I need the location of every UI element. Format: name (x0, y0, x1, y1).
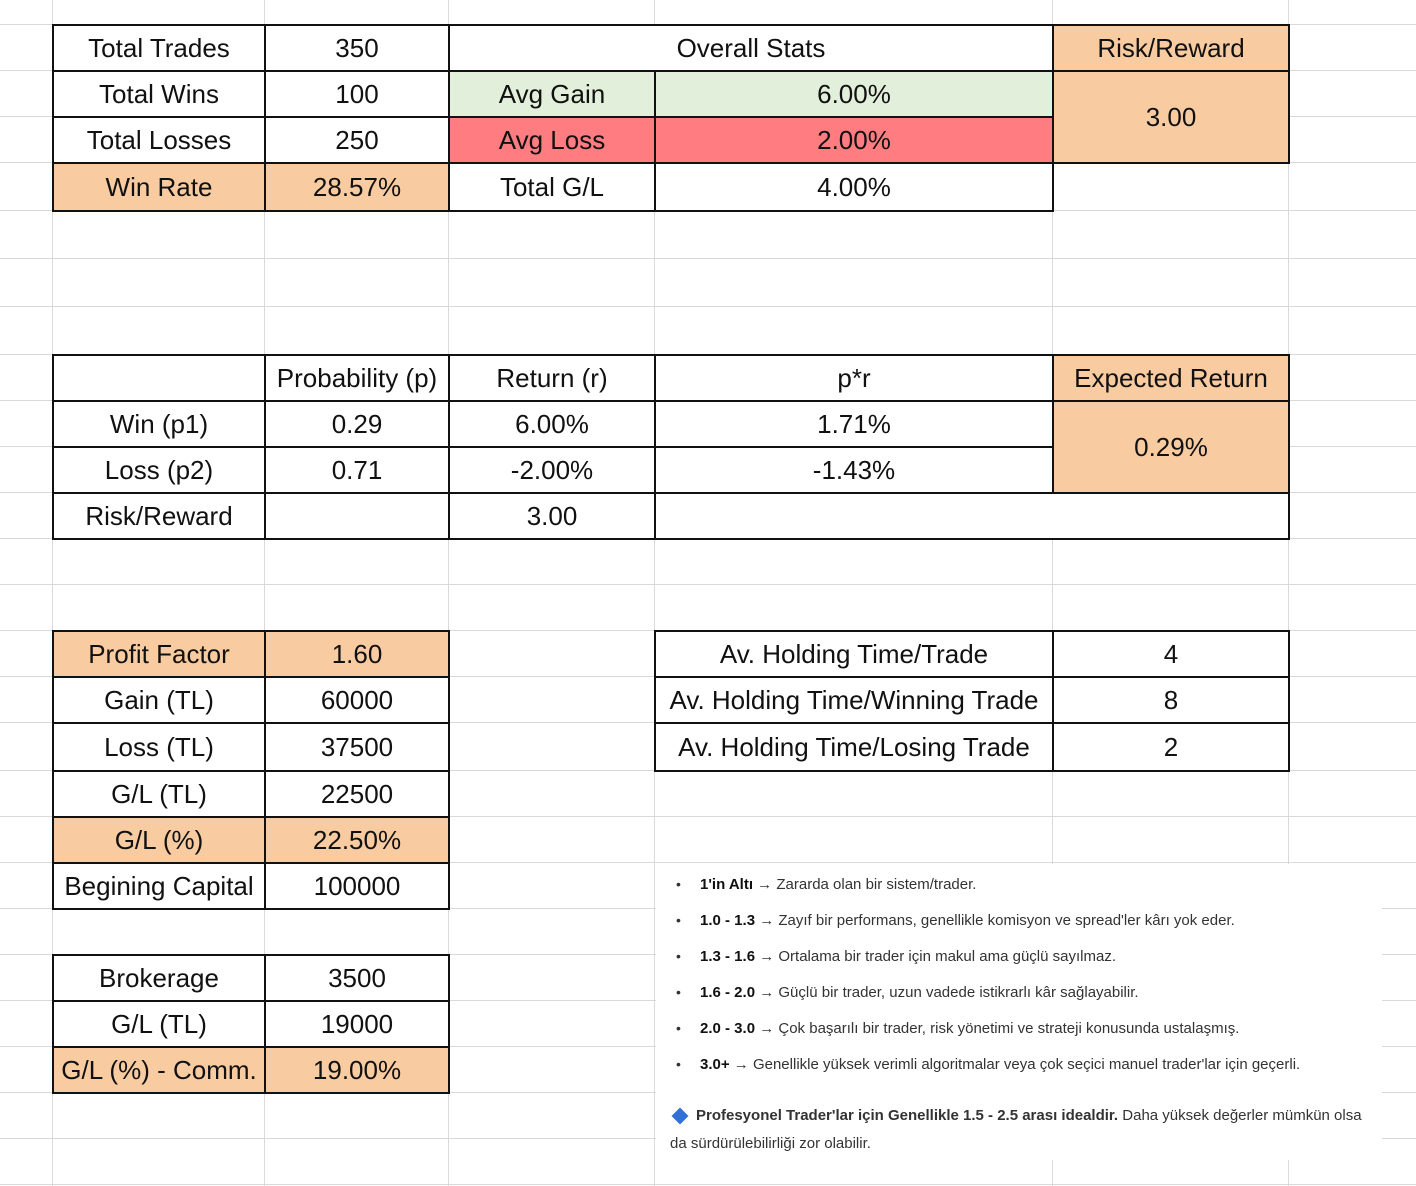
total-wins-label[interactable]: Total Wins (52, 70, 266, 118)
bullet-icon: • (676, 1056, 681, 1072)
note-item-text: → Güçlü bir trader, uzun vadede istikrarlı kâr sağlayabilir. (755, 984, 1139, 1001)
note-item-range: 1'in Altı (700, 876, 754, 893)
avg-loss-value[interactable]: 2.00% (654, 116, 1054, 164)
beginning-capital-value[interactable]: 100000 (264, 862, 450, 910)
bullet-icon: • (676, 1020, 681, 1036)
gl-tl-value[interactable]: 22500 (264, 770, 450, 818)
note-item-range: 1.0 - 1.3 (700, 912, 756, 929)
bullet-icon: • (676, 912, 681, 928)
probability-header[interactable]: Probability (p) (264, 354, 450, 402)
profit-factor-label[interactable]: Profit Factor (52, 630, 266, 678)
win-p1-probability[interactable]: 0.29 (264, 400, 450, 448)
note-item-text: → Zararda olan bir sistem/trader. (753, 876, 977, 893)
note-footer-text: Daha yüksek değerler mümkün olsa da sürdürülebilirliği zor olabilir. (670, 1107, 1362, 1152)
net-gl-tl-value[interactable]: 19000 (264, 1000, 450, 1048)
win-p1-label[interactable]: Win (p1) (52, 400, 266, 448)
brokerage-value[interactable]: 3500 (264, 954, 450, 1002)
profit-factor-note[interactable] (656, 864, 1382, 1160)
net-gl-percent-label[interactable]: G/L (%) - Comm. (52, 1046, 266, 1094)
risk-reward-value[interactable]: 3.00 (1052, 70, 1290, 164)
beginning-capital-label[interactable]: Begining Capital (52, 862, 266, 910)
note-item (676, 1020, 1239, 1037)
win-p1-return[interactable]: 6.00% (448, 400, 656, 448)
note-item-text: → Genellikle yüksek verimli algoritmalar veya çok seçici manuel trader'lar için geçerli. (729, 1056, 1301, 1073)
note-item-range: 3.0+ (700, 1056, 730, 1073)
note-item (676, 984, 1139, 1001)
gain-tl-value[interactable]: 60000 (264, 676, 450, 724)
net-gl-percent-value[interactable]: 19.00% (264, 1046, 450, 1094)
rr-row-label[interactable]: Risk/Reward (52, 492, 266, 540)
note-item (676, 912, 1235, 929)
note-item-text: → Zayıf bir performans, genellikle komisyon ve spread'ler kârı yok eder. (755, 912, 1235, 929)
expected-return-value[interactable]: 0.29% (1052, 400, 1290, 494)
profit-factor-value[interactable]: 1.60 (264, 630, 450, 678)
expected-return-header[interactable]: Expected Return (1052, 354, 1290, 402)
note-item-range: 1.3 - 1.6 (700, 948, 756, 965)
gain-tl-label[interactable]: Gain (TL) (52, 676, 266, 724)
blue-diamond-icon (672, 1108, 689, 1125)
gl-percent-value[interactable]: 22.50% (264, 816, 450, 864)
avg-gain-label[interactable]: Avg Gain (448, 70, 656, 118)
note-footer-bold: Profesyonel Trader'lar için Genellikle 1.5 - 2.5 arası idealdir. (696, 1107, 1119, 1124)
note-footer (670, 1102, 1376, 1158)
gl-percent-label[interactable]: G/L (%) (52, 816, 266, 864)
bullet-icon: • (676, 984, 681, 1000)
win-rate-label[interactable]: Win Rate (52, 162, 266, 212)
return-header[interactable]: Return (r) (448, 354, 656, 402)
total-gl-value[interactable]: 4.00% (654, 162, 1054, 212)
avg-gain-value[interactable]: 6.00% (654, 70, 1054, 118)
total-wins-value[interactable]: 100 (264, 70, 450, 118)
loss-tl-label[interactable]: Loss (TL) (52, 722, 266, 772)
note-item (676, 948, 1116, 965)
loss-p2-probability[interactable]: 0.71 (264, 446, 450, 494)
net-gl-tl-label[interactable]: G/L (TL) (52, 1000, 266, 1048)
holding-time-losing-value[interactable]: 2 (1052, 722, 1290, 772)
total-gl-label[interactable]: Total G/L (448, 162, 656, 212)
total-trades-value[interactable]: 350 (264, 24, 450, 72)
pr-header[interactable]: p*r (654, 354, 1054, 402)
risk-reward-label[interactable]: Risk/Reward (1052, 24, 1290, 72)
loss-tl-value[interactable]: 37500 (264, 722, 450, 772)
note-item-text: → Çok başarılı bir trader, risk yönetimi ve strateji konusunda ustalaşmış. (755, 1020, 1240, 1037)
loss-p2-label[interactable]: Loss (p2) (52, 446, 266, 494)
note-item (676, 876, 976, 893)
holding-time-trade-value[interactable]: 4 (1052, 630, 1290, 678)
gl-tl-label[interactable]: G/L (TL) (52, 770, 266, 818)
note-item (676, 1056, 1300, 1073)
win-p1-pr[interactable]: 1.71% (654, 400, 1054, 448)
holding-time-winning-label[interactable]: Av. Holding Time/Winning Trade (654, 676, 1054, 724)
rr-row-merged-empty[interactable] (654, 492, 1290, 540)
note-item-text: → Ortalama bir trader için makul ama güçlü sayılmaz. (755, 948, 1116, 965)
loss-p2-return[interactable]: -2.00% (448, 446, 656, 494)
total-losses-value[interactable]: 250 (264, 116, 450, 164)
brokerage-label[interactable]: Brokerage (52, 954, 266, 1002)
holding-time-trade-label[interactable]: Av. Holding Time/Trade (654, 630, 1054, 678)
bullet-icon: • (676, 876, 681, 892)
holding-time-winning-value[interactable]: 8 (1052, 676, 1290, 724)
rr-row-value[interactable]: 3.00 (448, 492, 656, 540)
note-item-range: 1.6 - 2.0 (700, 984, 756, 1001)
loss-p2-pr[interactable]: -1.43% (654, 446, 1054, 494)
bullet-icon: • (676, 948, 681, 964)
avg-loss-label[interactable]: Avg Loss (448, 116, 656, 164)
win-rate-value[interactable]: 28.57% (264, 162, 450, 212)
total-losses-label[interactable]: Total Losses (52, 116, 266, 164)
rr-row-empty[interactable] (264, 492, 450, 540)
total-trades-label[interactable]: Total Trades (52, 24, 266, 72)
expectation-corner-cell[interactable] (52, 354, 266, 402)
overall-stats-header[interactable]: Overall Stats (448, 24, 1054, 72)
holding-time-losing-label[interactable]: Av. Holding Time/Losing Trade (654, 722, 1054, 772)
note-item-range: 2.0 - 3.0 (700, 1020, 756, 1037)
